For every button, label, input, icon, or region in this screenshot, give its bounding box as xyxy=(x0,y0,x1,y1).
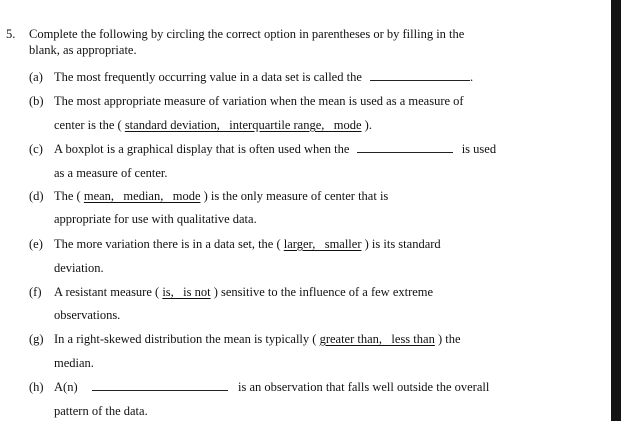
question-number: 5. xyxy=(6,27,16,41)
item-b-pre: center is the ( xyxy=(54,118,122,132)
item-a-label: (a) xyxy=(29,70,43,84)
item-a-line xyxy=(54,69,473,85)
item-a-blank[interactable] xyxy=(370,69,470,81)
item-h-pre: A(n) xyxy=(54,380,78,394)
item-g-label: (g) xyxy=(29,332,44,346)
question-stem-line2: blank, as appropriate. xyxy=(29,43,137,57)
item-f-line2: observations. xyxy=(54,308,121,322)
question-stem-line1: Complete the following by circling the correct option in parentheses or by filling in the xyxy=(29,27,465,41)
item-c-post: is used xyxy=(461,142,497,156)
item-f-label: (f) xyxy=(29,285,42,299)
item-f-pre: A resistant measure ( xyxy=(54,285,160,299)
item-b-label: (b) xyxy=(29,94,44,108)
item-e-post: ) is its standard xyxy=(364,237,441,251)
item-c-blank[interactable] xyxy=(357,141,453,153)
item-f-options[interactable]: is, is not xyxy=(162,285,211,299)
item-d-options[interactable]: mean, median, mode xyxy=(83,189,201,203)
item-e-label: (e) xyxy=(29,237,43,251)
item-d-pre: The ( xyxy=(54,189,81,203)
item-e-line2: deviation. xyxy=(54,261,104,275)
item-f-post: ) sensitive to the influence of a few extreme xyxy=(213,285,434,299)
item-e-line1 xyxy=(54,236,441,252)
item-g-line1 xyxy=(54,331,461,347)
item-b-options[interactable]: standard deviation, interquartile range, mode xyxy=(124,118,362,132)
item-d-line1 xyxy=(54,188,388,204)
item-d-label: (d) xyxy=(29,189,44,203)
item-c-label: (c) xyxy=(29,142,43,156)
item-f-line1 xyxy=(54,284,433,300)
item-g-post: ) the xyxy=(437,332,461,346)
item-b-line2 xyxy=(54,117,372,133)
item-h-post: is an observation that falls well outside the overall xyxy=(238,380,490,394)
item-c-pre: A boxplot is a graphical display that is often used when the xyxy=(54,142,350,156)
item-g-line2: median. xyxy=(54,356,94,370)
item-h-blank-wrap xyxy=(92,379,228,395)
item-b-post: ). xyxy=(364,118,372,132)
page-edge-shadow xyxy=(611,0,621,421)
item-g-pre: In a right-skewed distribution the mean is typically ( xyxy=(54,332,317,346)
item-a-text: The most frequently occurring value in a data set is called the xyxy=(54,70,362,84)
item-h-blank[interactable] xyxy=(92,379,228,391)
item-g-options[interactable]: greater than, less than xyxy=(319,332,435,346)
item-c-line1 xyxy=(54,141,496,157)
item-h-line2: pattern of the data. xyxy=(54,404,148,418)
item-a-end: . xyxy=(470,70,474,84)
item-b-line1: The most appropriate measure of variation when the mean is used as a measure of xyxy=(54,94,464,108)
item-c-line2: as a measure of center. xyxy=(54,166,168,180)
item-e-options[interactable]: larger, smaller xyxy=(283,237,362,251)
item-d-post: ) is the only measure of center that is xyxy=(203,189,389,203)
item-e-pre: The more variation there is in a data set, the ( xyxy=(54,237,281,251)
item-d-line2: appropriate for use with qualitative data. xyxy=(54,212,257,226)
item-h-label: (h) xyxy=(29,380,44,394)
